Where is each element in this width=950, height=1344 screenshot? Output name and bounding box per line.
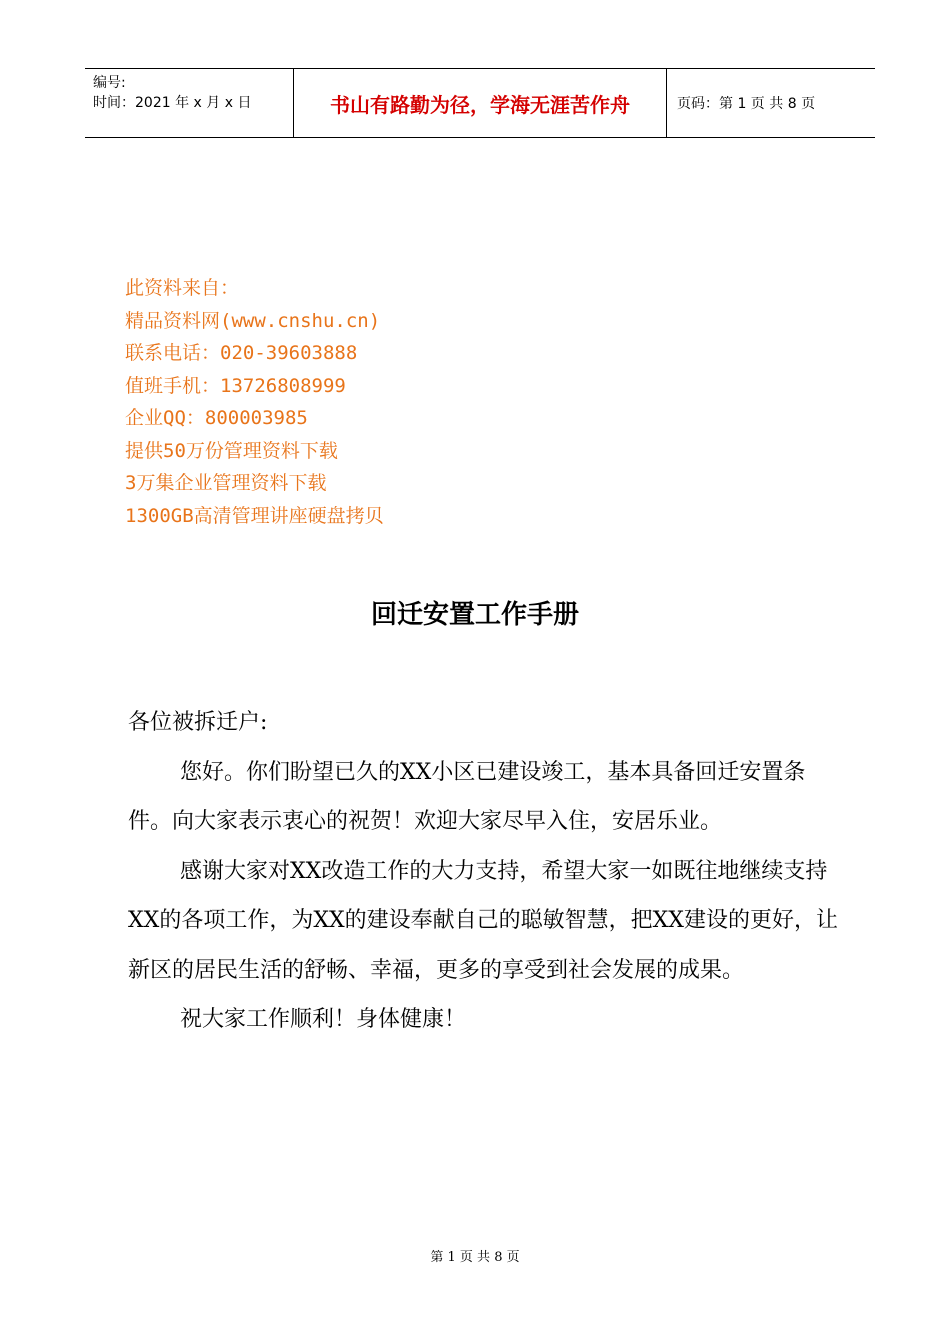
source-line: 精品资料网(www.cnshu.cn) <box>125 309 381 332</box>
header-meta <box>85 69 294 137</box>
header-motto: 书山有路勤为径，学海无涯苦作舟 <box>294 69 667 137</box>
source-line: 1300GB高清管理讲座硬盘拷贝 <box>125 504 384 527</box>
page-footer: 第 1 页 共 8 页 <box>430 1250 520 1265</box>
source-line: 联系电话：020-39603888 <box>125 342 358 364</box>
source-line: 此资料来自： <box>125 277 240 299</box>
body-paragraph: 您好。你们盼望已久的XX小区已建设竣工，基本具备回迁安置条件。向大家表示衷心的祝贺！欢迎大家尽早入住，安居乐业。 <box>128 759 806 834</box>
header-number-label: 编号: <box>93 75 126 91</box>
document-title: 回迁安置工作手册 <box>370 600 579 630</box>
source-line: 3万集企业管理资料下载 <box>125 472 327 494</box>
header-page-info: 页码：第 1 页 共 8 页 <box>677 96 816 112</box>
source-line: 企业QQ：800003985 <box>125 407 308 429</box>
body-paragraph: 祝大家工作顺利！身体健康！ <box>180 1007 467 1032</box>
source-line: 提供50万份管理资料下载 <box>125 439 338 462</box>
header-time-label: 时间：2021 年 x 月 x 日 <box>93 95 252 111</box>
body-paragraph: 感谢大家对XX改造工作的大力支持，希望大家一如既往地继续支持XX的各项工作，为XX的建设奉献自己的聪敏智慧，把XX建设的更好，让新区的居民生活的舒畅、幸福，更多的享受到社会发展的成果。 <box>128 858 838 983</box>
page-header <box>85 68 875 138</box>
salutation: 各位被拆迁户: <box>128 710 268 735</box>
source-line: 值班手机：13726808999 <box>125 374 346 397</box>
document-body <box>128 698 843 1045</box>
source-info-block <box>125 272 384 532</box>
